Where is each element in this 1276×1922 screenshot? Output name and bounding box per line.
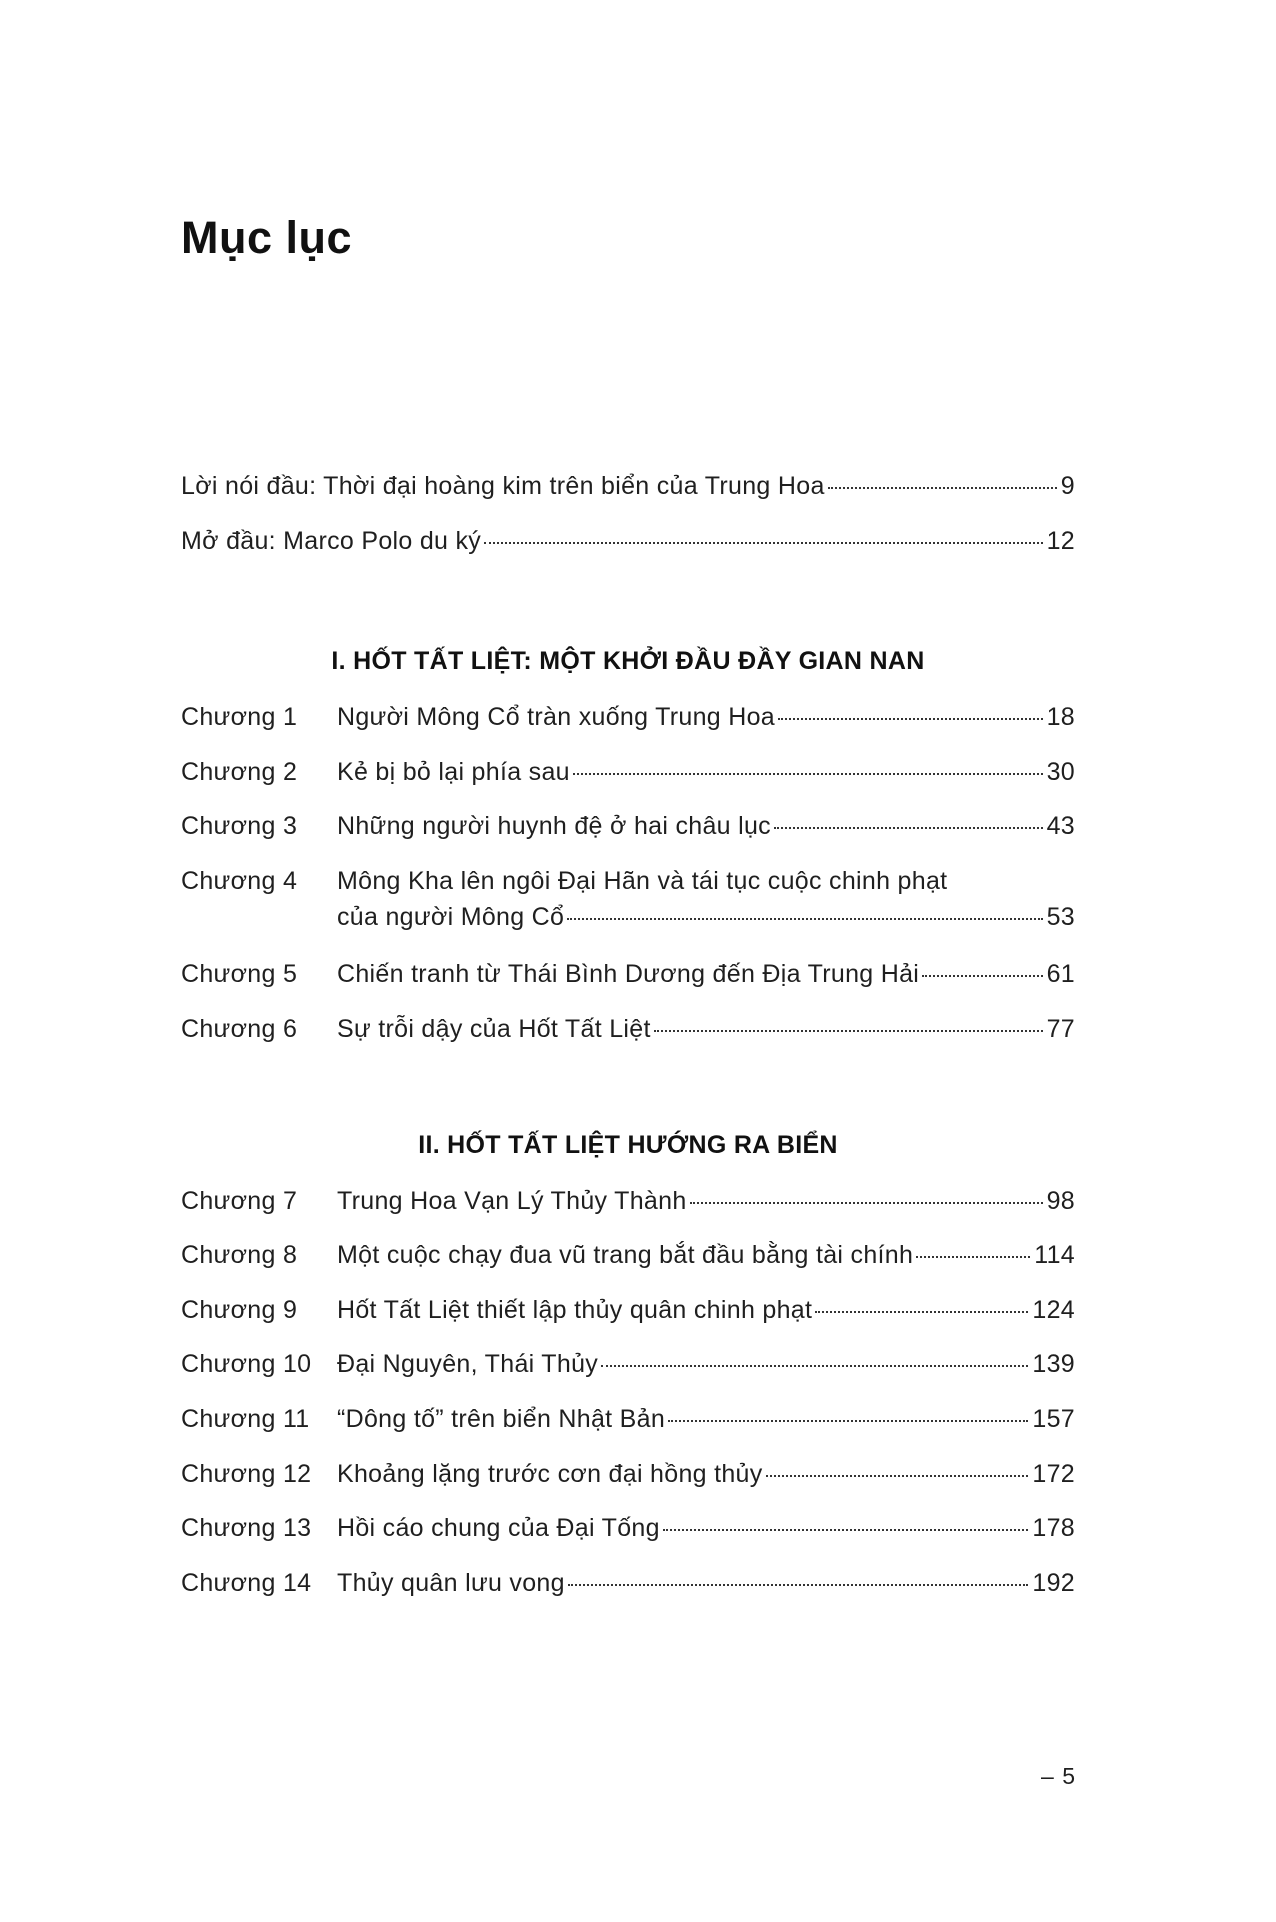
- chapter-title: Hồi cáo chung của Đại Tống: [337, 1514, 660, 1542]
- leader-dots: [922, 975, 1042, 977]
- leader-dots: [654, 1030, 1043, 1032]
- chapter-number: Chương 1: [181, 703, 298, 731]
- toc-entry-label: Mở đầu: Marco Polo du ký: [181, 527, 482, 555]
- toc-page-number: 30: [1046, 758, 1075, 786]
- chapter-number: Chương 8: [181, 1241, 298, 1269]
- leader-dots: [573, 773, 1043, 775]
- leader-dots: [567, 918, 1042, 920]
- leader-dots: [778, 718, 1043, 720]
- leader-dots: [690, 1202, 1043, 1204]
- leader-dots: [766, 1475, 1029, 1477]
- toc-page-number: 98: [1046, 1187, 1075, 1215]
- toc-page-number: 43: [1046, 812, 1075, 840]
- chapter-number: Chương 6: [181, 1015, 298, 1043]
- chapter-number: Chương 3: [181, 812, 298, 840]
- toc-entry-label: Lời nói đầu: Thời đại hoàng kim trên biển của Trung Hoa: [181, 472, 825, 500]
- chapter-title: của người Mông Cổ: [337, 903, 565, 931]
- toc-page-number: 192: [1032, 1569, 1075, 1597]
- chapter-title: Những người huynh đệ ở hai châu lục: [337, 812, 771, 840]
- chapter-number: Chương 12: [181, 1460, 312, 1488]
- toc-page-number: 12: [1046, 527, 1075, 555]
- chapter-title: Kẻ bị bỏ lại phía sau: [337, 758, 570, 786]
- chapter-number: Chương 7: [181, 1187, 298, 1215]
- leader-dots: [484, 542, 1042, 544]
- toc-entry-preface[interactable]: [181, 468, 1075, 504]
- chapter-title: Trung Hoa Vạn Lý Thủy Thành: [337, 1187, 687, 1215]
- leader-dots: [663, 1529, 1029, 1531]
- part-heading: I. HỐT TẤT LIỆT: MỘT KHỞI ĐẦU ĐẦY GIAN NAN: [331, 647, 925, 675]
- chapter-title: Người Mông Cổ tràn xuống Trung Hoa: [337, 703, 775, 731]
- toc-page-number: 157: [1032, 1405, 1075, 1433]
- chapter-title: “Dông tố” trên biển Nhật Bản: [337, 1405, 666, 1433]
- chapter-number: Chương 9: [181, 1296, 298, 1324]
- chapter-number: Chương 10: [181, 1350, 312, 1378]
- toc-page-number: 178: [1032, 1514, 1075, 1542]
- toc-page-number: 61: [1046, 960, 1075, 988]
- chapter-title: Khoảng lặng trước cơn đại hồng thủy: [337, 1460, 763, 1488]
- leader-dots: [916, 1256, 1030, 1258]
- chapter-title: Đại Nguyên, Thái Thủy: [337, 1350, 599, 1378]
- chapter-title-line-1: Mông Kha lên ngôi Đại Hãn và tái tục cuộc chinh phạt: [337, 867, 948, 895]
- page-title: Mục lục: [181, 212, 353, 263]
- chapter-number: Chương 11: [181, 1405, 310, 1433]
- chapter-number: Chương 4: [181, 867, 298, 895]
- toc-page-number: 172: [1032, 1460, 1075, 1488]
- chapter-title: Chiến tranh từ Thái Bình Dương đến Địa Trung Hải: [337, 960, 920, 988]
- chapter-title: Thủy quân lưu vong: [337, 1569, 565, 1597]
- leader-dots: [828, 487, 1057, 489]
- toc-page-number: 9: [1060, 472, 1075, 500]
- part-heading: II. HỐT TẤT LIỆT HƯỚNG RA BIỂN: [418, 1131, 838, 1159]
- leader-dots: [601, 1365, 1028, 1367]
- toc-page-number: 53: [1046, 903, 1075, 931]
- toc-page-number: 114: [1034, 1241, 1075, 1269]
- chapter-title: Hốt Tất Liệt thiết lập thủy quân chinh phạt: [337, 1296, 813, 1324]
- chapter-title: Sự trỗi dậy của Hốt Tất Liệt: [337, 1015, 651, 1043]
- toc-page-number: 18: [1046, 703, 1075, 731]
- toc-page-number: 77: [1046, 1015, 1075, 1043]
- chapter-title: Một cuộc chạy đua vũ trang bắt đầu bằng tài chính: [337, 1241, 914, 1269]
- toc-page-number: 124: [1032, 1296, 1075, 1324]
- toc-page-number: 139: [1032, 1350, 1075, 1378]
- leader-dots: [568, 1584, 1029, 1586]
- toc-entry-introduction[interactable]: [181, 523, 1075, 559]
- leader-dots: [815, 1311, 1028, 1313]
- leader-dots: [668, 1420, 1028, 1422]
- chapter-number: Chương 5: [181, 960, 298, 988]
- chapter-number: Chương 2: [181, 758, 298, 786]
- chapter-number: Chương 13: [181, 1514, 312, 1542]
- leader-dots: [774, 827, 1043, 829]
- chapter-number: Chương 14: [181, 1569, 312, 1597]
- page-footer-number: – 5: [1041, 1763, 1076, 1789]
